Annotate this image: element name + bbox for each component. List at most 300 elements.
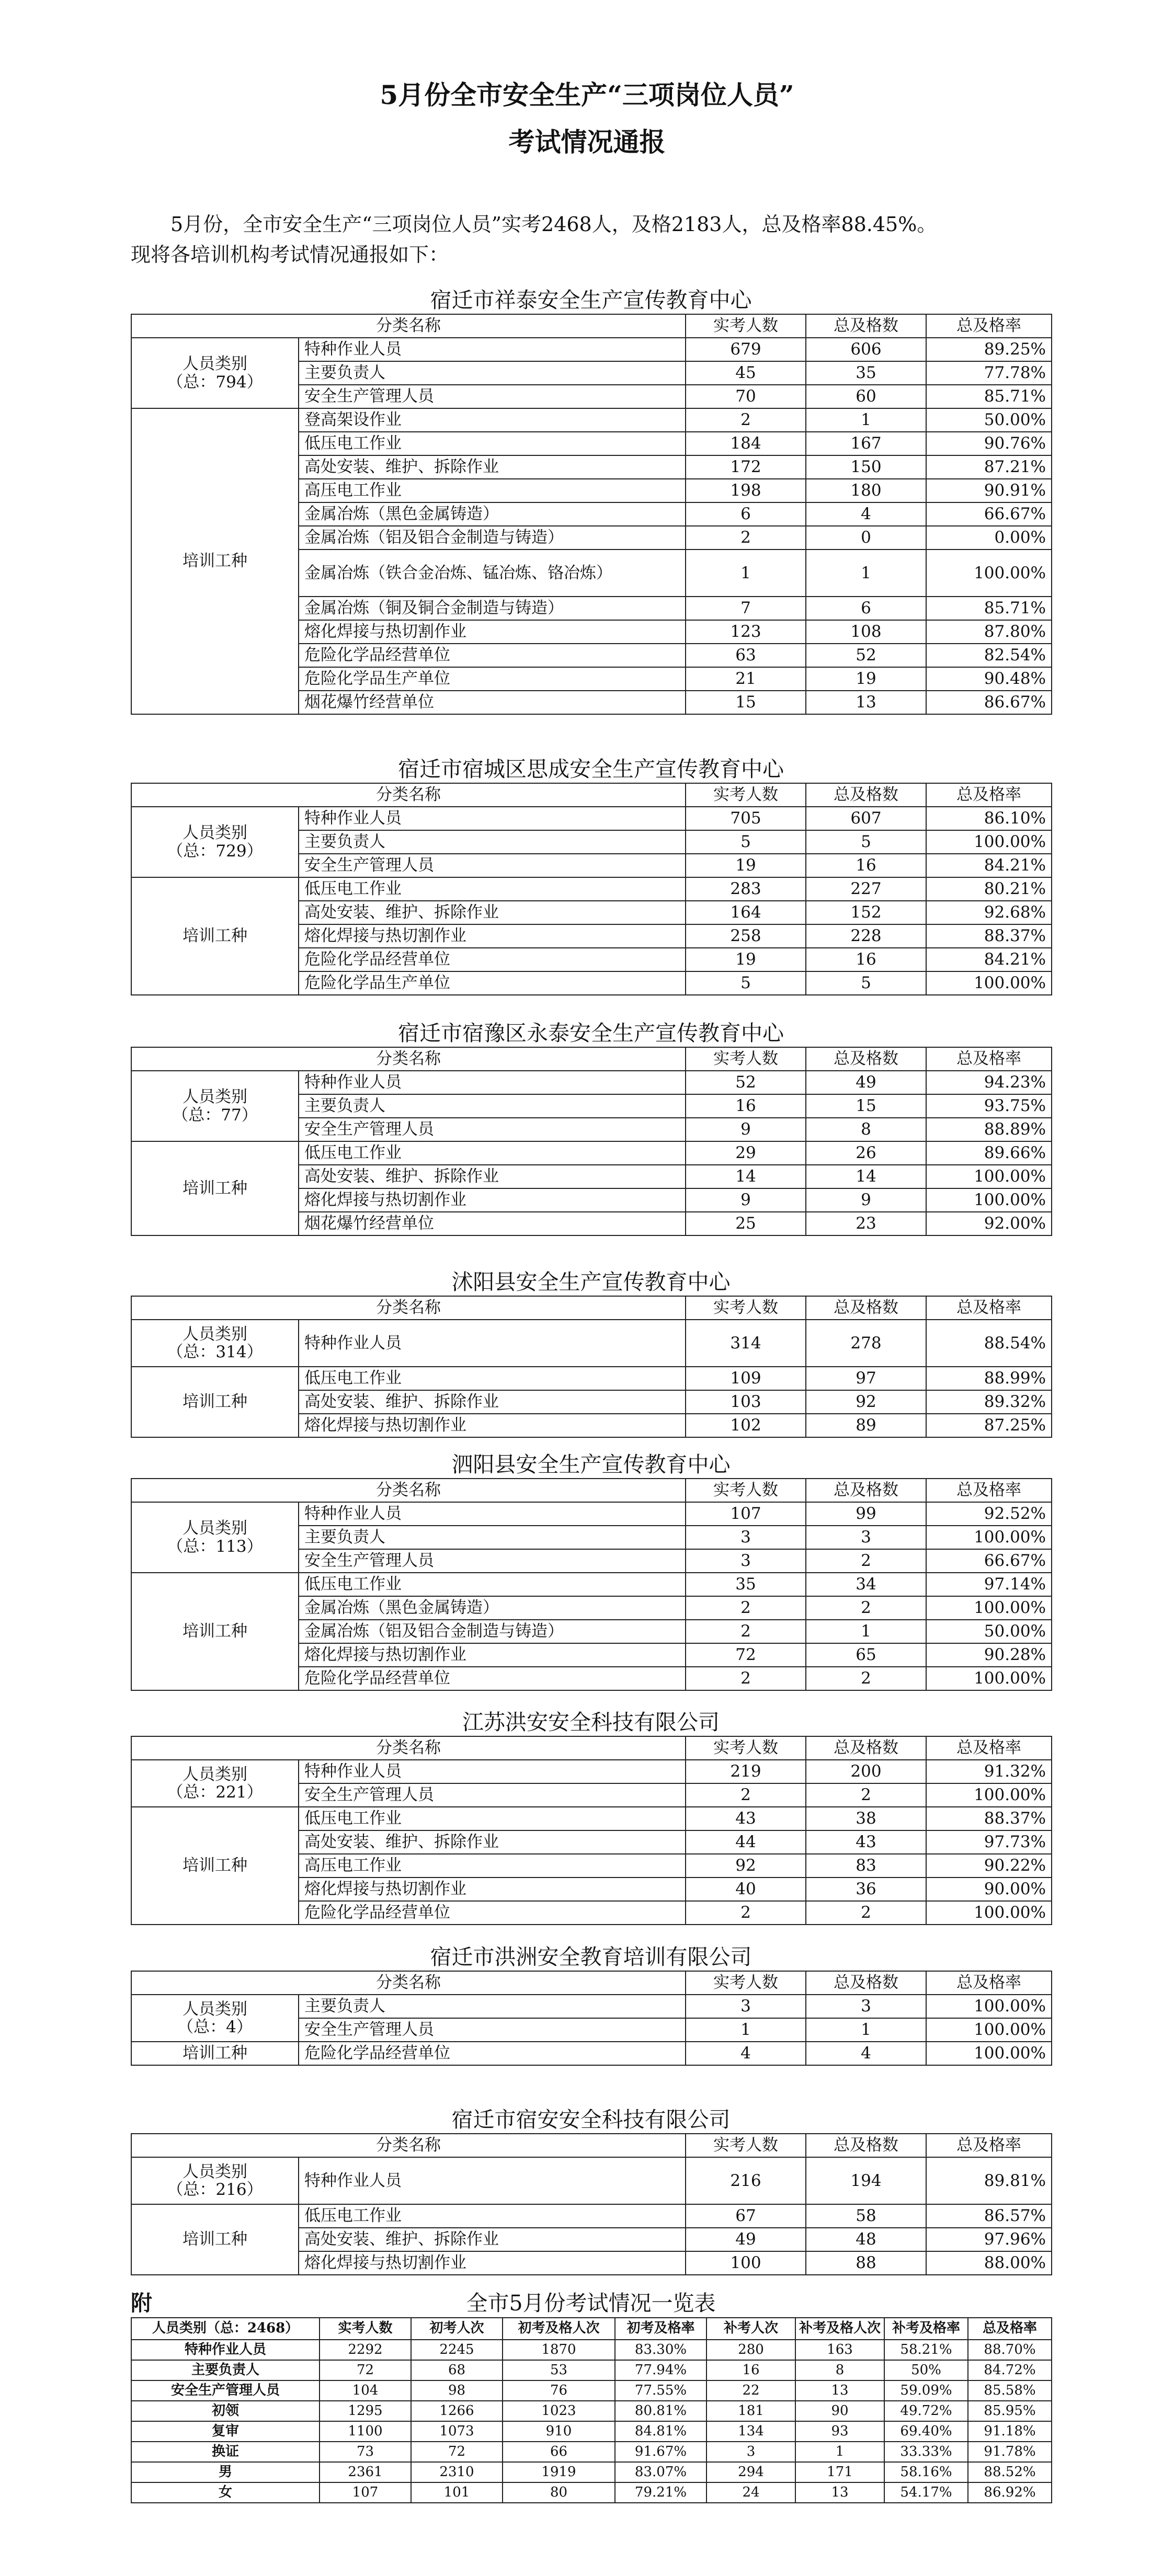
passed-count: 4 xyxy=(806,502,926,526)
item-name: 熔化焊接与热切割作业 xyxy=(299,924,686,948)
pass-rate: 84.21% xyxy=(926,854,1052,877)
header-passed: 总及格数 xyxy=(806,1736,926,1760)
item-name: 高压电工作业 xyxy=(299,1854,686,1877)
taken-count: 2 xyxy=(686,1901,806,1925)
summary-cell: 91.78% xyxy=(968,2442,1052,2462)
item-name: 安全生产管理人员 xyxy=(299,1118,686,1141)
passed-count: 1 xyxy=(806,1620,926,1643)
pass-rate: 90.28% xyxy=(926,1643,1052,1667)
item-name: 安全生产管理人员 xyxy=(299,1783,686,1807)
passed-count: 88 xyxy=(806,2251,926,2275)
item-name: 高处安装、维护、拆除作业 xyxy=(299,455,686,479)
summary-header xyxy=(131,2290,1051,2316)
group-label xyxy=(131,1071,299,1141)
group-label xyxy=(131,877,299,995)
summary-cell: 80.81% xyxy=(615,2401,706,2421)
summary-cell: 33.33% xyxy=(884,2442,968,2462)
taken-count: 7 xyxy=(686,597,806,620)
taken-count: 6 xyxy=(686,502,806,526)
passed-count: 0 xyxy=(806,526,926,549)
header-taken: 实考人数 xyxy=(686,783,806,807)
passed-count: 26 xyxy=(806,1141,926,1165)
header-passed: 总及格数 xyxy=(806,1479,926,1502)
pass-rate: 89.32% xyxy=(926,1390,1052,1414)
group-label xyxy=(131,2204,299,2275)
item-name: 低压电工作业 xyxy=(299,1573,686,1596)
summary-cell: 90 xyxy=(795,2401,884,2421)
passed-count: 3 xyxy=(806,1995,926,2018)
item-name: 烟花爆竹经营单位 xyxy=(299,1212,686,1235)
summary-row-label: 男 xyxy=(131,2462,320,2482)
item-name: 特种作业人员 xyxy=(299,338,686,361)
summary-cell: 13 xyxy=(795,2482,884,2503)
taken-count: 72 xyxy=(686,1643,806,1667)
passed-count: 13 xyxy=(806,691,926,714)
pass-rate: 77.78% xyxy=(926,361,1052,385)
pass-rate: 87.25% xyxy=(926,1414,1052,1437)
taken-count: 16 xyxy=(686,1094,806,1118)
taken-count: 67 xyxy=(686,2204,806,2228)
pass-rate: 100.00% xyxy=(926,1165,1052,1188)
item-name: 熔化焊接与热切割作业 xyxy=(299,1414,686,1437)
section-title: 沭阳县安全生产宣传教育中心 xyxy=(451,1269,731,1295)
taken-count: 184 xyxy=(686,432,806,455)
group-label-line2: （总：113） xyxy=(167,1537,263,1556)
institution-table xyxy=(131,1971,1052,2066)
pass-rate: 0.00% xyxy=(926,526,1052,549)
summary-header-cell: 补考人次 xyxy=(706,2318,795,2340)
header-category: 分类名称 xyxy=(131,1971,686,1995)
header-taken: 实考人数 xyxy=(686,1971,806,1995)
attachment-label: 附 xyxy=(131,2291,152,2316)
summary-row xyxy=(131,2482,1052,2503)
summary-header-cell: 初考人次 xyxy=(411,2318,503,2340)
summary-cell: 1266 xyxy=(411,2401,503,2421)
summary-cell: 84.72% xyxy=(968,2360,1052,2380)
item-name: 高压电工作业 xyxy=(299,479,686,502)
summary-row xyxy=(131,2442,1052,2462)
taken-count: 5 xyxy=(686,971,806,995)
summary-header-row xyxy=(131,2318,1052,2340)
taken-count: 102 xyxy=(686,1414,806,1437)
institution-table xyxy=(131,783,1052,995)
item-name: 高处安装、维护、拆除作业 xyxy=(299,1830,686,1854)
passed-count: 16 xyxy=(806,948,926,971)
summary-cell: 91.18% xyxy=(968,2421,1052,2442)
institution-table xyxy=(131,314,1052,715)
pass-rate: 87.21% xyxy=(926,455,1052,479)
passed-count: 1 xyxy=(806,549,926,597)
group-label-line1: 人员类别 xyxy=(183,354,247,374)
pass-rate: 94.23% xyxy=(926,1071,1052,1094)
taken-count: 29 xyxy=(686,1141,806,1165)
section-title: 宿迁市祥泰安全生产宣传教育中心 xyxy=(430,288,752,313)
group-label-line2: （总：221） xyxy=(167,1783,263,1802)
passed-count: 99 xyxy=(806,1502,926,1526)
group-label xyxy=(131,1573,299,1690)
taken-count: 1 xyxy=(686,2018,806,2042)
header-rate: 总及格率 xyxy=(926,1479,1052,1502)
passed-count: 228 xyxy=(806,924,926,948)
header-category: 分类名称 xyxy=(131,1296,686,1320)
passed-count: 167 xyxy=(806,432,926,455)
group-label xyxy=(131,1807,299,1925)
institution-table xyxy=(131,1296,1052,1438)
taken-count: 679 xyxy=(686,338,806,361)
summary-cell: 13 xyxy=(795,2380,884,2401)
taken-count: 19 xyxy=(686,854,806,877)
section-title: 宿迁市宿豫区永泰安全生产宣传教育中心 xyxy=(398,1021,784,1046)
item-name: 金属冶炼（黑色金属铸造） xyxy=(299,502,686,526)
summary-cell: 76 xyxy=(503,2380,615,2401)
summary-cell: 1295 xyxy=(320,2401,411,2421)
item-name: 特种作业人员 xyxy=(299,2157,686,2204)
summary-cell: 3 xyxy=(706,2442,795,2462)
passed-count: 34 xyxy=(806,1573,926,1596)
passed-count: 607 xyxy=(806,807,926,830)
header-taken: 实考人数 xyxy=(686,1479,806,1502)
taken-count: 100 xyxy=(686,2251,806,2275)
pass-rate: 86.67% xyxy=(926,691,1052,714)
group-label-line1: 人员类别 xyxy=(183,823,247,843)
institution-table xyxy=(131,1478,1052,1691)
table-row xyxy=(131,1320,1052,1367)
table-header-row xyxy=(131,314,1052,338)
pass-rate: 100.00% xyxy=(926,1667,1052,1690)
taken-count: 14 xyxy=(686,1165,806,1188)
pass-rate: 100.00% xyxy=(926,971,1052,995)
summary-cell: 24 xyxy=(706,2482,795,2503)
table-header-row xyxy=(131,2134,1052,2157)
table-row xyxy=(131,408,1052,432)
passed-count: 108 xyxy=(806,620,926,644)
summary-cell: 163 xyxy=(795,2340,884,2360)
table-row xyxy=(131,338,1052,361)
taken-count: 40 xyxy=(686,1877,806,1901)
table-header-row xyxy=(131,1479,1052,1502)
item-name: 危险化学品经营单位 xyxy=(299,2042,686,2065)
summary-cell: 91.67% xyxy=(615,2442,706,2462)
summary-row-label: 特种作业人员 xyxy=(131,2340,320,2360)
header-category: 分类名称 xyxy=(131,314,686,338)
pass-rate: 90.22% xyxy=(926,1854,1052,1877)
item-name: 危险化学品生产单位 xyxy=(299,971,686,995)
taken-count: 2 xyxy=(686,1620,806,1643)
item-name: 危险化学品经营单位 xyxy=(299,948,686,971)
taken-count: 43 xyxy=(686,1807,806,1830)
taken-count: 198 xyxy=(686,479,806,502)
passed-count: 1 xyxy=(806,2018,926,2042)
taken-count: 172 xyxy=(686,455,806,479)
table-row xyxy=(131,1760,1052,1783)
pass-rate: 88.99% xyxy=(926,1367,1052,1390)
passed-count: 278 xyxy=(806,1320,926,1367)
taken-count: 21 xyxy=(686,667,806,691)
pass-rate: 97.73% xyxy=(926,1830,1052,1854)
summary-cell: 910 xyxy=(503,2421,615,2442)
summary-row-label: 主要负责人 xyxy=(131,2360,320,2380)
passed-count: 3 xyxy=(806,1526,926,1549)
group-label-line1: 人员类别 xyxy=(183,2162,247,2181)
summary-cell: 22 xyxy=(706,2380,795,2401)
summary-cell: 2292 xyxy=(320,2340,411,2360)
summary-cell: 85.95% xyxy=(968,2401,1052,2421)
group-label xyxy=(131,2042,299,2065)
passed-count: 2 xyxy=(806,1783,926,1807)
summary-row-label: 换证 xyxy=(131,2442,320,2462)
group-label-line2: （总：77） xyxy=(172,1105,258,1125)
passed-count: 5 xyxy=(806,830,926,854)
pass-rate: 97.14% xyxy=(926,1573,1052,1596)
summary-cell: 58.21% xyxy=(884,2340,968,2360)
taken-count: 35 xyxy=(686,1573,806,1596)
passed-count: 606 xyxy=(806,338,926,361)
group-label xyxy=(131,1320,299,1367)
taken-count: 123 xyxy=(686,620,806,644)
summary-row xyxy=(131,2340,1052,2360)
section-title: 宿迁市洪洲安全教育培训有限公司 xyxy=(430,1944,752,1970)
item-name: 熔化焊接与热切割作业 xyxy=(299,1877,686,1901)
item-name: 危险化学品经营单位 xyxy=(299,1901,686,1925)
passed-count: 2 xyxy=(806,1549,926,1573)
group-label-line2: （总：729） xyxy=(167,841,263,861)
taken-count: 2 xyxy=(686,408,806,432)
summary-row-label: 初领 xyxy=(131,2401,320,2421)
pass-rate: 88.89% xyxy=(926,1118,1052,1141)
taken-count: 2 xyxy=(686,1783,806,1807)
passed-count: 200 xyxy=(806,1760,926,1783)
summary-cell: 85.58% xyxy=(968,2380,1052,2401)
summary-row xyxy=(131,2462,1052,2482)
group-label xyxy=(131,1141,299,1235)
passed-count: 8 xyxy=(806,1118,926,1141)
taken-count: 2 xyxy=(686,1667,806,1690)
group-label-line1: 人员类别 xyxy=(183,1519,247,1538)
summary-cell: 1919 xyxy=(503,2462,615,2482)
summary-header-cell: 总及格率 xyxy=(968,2318,1052,2340)
group-label-line1: 人员类别 xyxy=(183,1087,247,1107)
taken-count: 63 xyxy=(686,644,806,667)
passed-count: 58 xyxy=(806,2204,926,2228)
pass-rate: 50.00% xyxy=(926,408,1052,432)
header-rate: 总及格率 xyxy=(926,2134,1052,2157)
header-taken: 实考人数 xyxy=(686,1296,806,1320)
pass-rate: 89.25% xyxy=(926,338,1052,361)
taken-count: 9 xyxy=(686,1118,806,1141)
summary-row xyxy=(131,2401,1052,2421)
summary-row-label: 安全生产管理人员 xyxy=(131,2380,320,2401)
summary-header-cell: 初考及格率 xyxy=(615,2318,706,2340)
item-name: 安全生产管理人员 xyxy=(299,854,686,877)
item-name: 特种作业人员 xyxy=(299,1071,686,1094)
group-label xyxy=(131,338,299,408)
taken-count: 19 xyxy=(686,948,806,971)
summary-cell: 53 xyxy=(503,2360,615,2380)
item-name: 低压电工作业 xyxy=(299,1367,686,1390)
section-title: 江苏洪安安全科技有限公司 xyxy=(462,1710,720,1735)
passed-count: 4 xyxy=(806,2042,926,2065)
header-taken: 实考人数 xyxy=(686,1047,806,1071)
pass-rate: 100.00% xyxy=(926,1596,1052,1620)
summary-cell: 83.07% xyxy=(615,2462,706,2482)
summary-cell: 73 xyxy=(320,2442,411,2462)
item-name: 特种作业人员 xyxy=(299,1320,686,1367)
summary-cell: 280 xyxy=(706,2340,795,2360)
item-name: 主要负责人 xyxy=(299,1526,686,1549)
passed-count: 49 xyxy=(806,1071,926,1094)
summary-header-cell: 初考及格人次 xyxy=(503,2318,615,2340)
table-row xyxy=(131,2157,1052,2204)
pass-rate: 100.00% xyxy=(926,2042,1052,2065)
group-label-line1: 人员类别 xyxy=(183,1999,247,2019)
passed-count: 227 xyxy=(806,877,926,901)
item-name: 熔化焊接与热切割作业 xyxy=(299,1188,686,1212)
institution-table xyxy=(131,2133,1052,2275)
summary-cell: 134 xyxy=(706,2421,795,2442)
item-name: 低压电工作业 xyxy=(299,1807,686,1830)
summary-cell: 181 xyxy=(706,2401,795,2421)
pass-rate: 100.00% xyxy=(926,2018,1052,2042)
item-name: 熔化焊接与热切割作业 xyxy=(299,620,686,644)
passed-count: 9 xyxy=(806,1188,926,1212)
summary-cell: 2361 xyxy=(320,2462,411,2482)
group-label-line1: 培训工种 xyxy=(183,2230,247,2249)
item-name: 低压电工作业 xyxy=(299,1141,686,1165)
item-name: 金属冶炼（铝及铝合金制造与铸造） xyxy=(299,1620,686,1643)
summary-cell: 49.72% xyxy=(884,2401,968,2421)
taken-count: 258 xyxy=(686,924,806,948)
taken-count: 3 xyxy=(686,1995,806,2018)
passed-count: 2 xyxy=(806,1667,926,1690)
pass-rate: 86.10% xyxy=(926,807,1052,830)
table-row xyxy=(131,1995,1052,2018)
pass-rate: 88.37% xyxy=(926,1807,1052,1830)
pass-rate: 88.54% xyxy=(926,1320,1052,1367)
pass-rate: 50.00% xyxy=(926,1620,1052,1643)
header-passed: 总及格数 xyxy=(806,1047,926,1071)
pass-rate: 88.37% xyxy=(926,924,1052,948)
taken-count: 1 xyxy=(686,549,806,597)
passed-count: 19 xyxy=(806,667,926,691)
group-label xyxy=(131,1995,299,2042)
pass-rate: 86.57% xyxy=(926,2204,1052,2228)
passed-count: 65 xyxy=(806,1643,926,1667)
taken-count: 109 xyxy=(686,1367,806,1390)
taken-count: 2 xyxy=(686,526,806,549)
pass-rate: 92.00% xyxy=(926,1212,1052,1235)
passed-count: 15 xyxy=(806,1094,926,1118)
summary-cell: 101 xyxy=(411,2482,503,2503)
group-label-line2: （总：794） xyxy=(167,372,263,392)
summary-header-cell: 实考人数 xyxy=(320,2318,411,2340)
pass-rate: 100.00% xyxy=(926,1901,1052,1925)
summary-cell: 107 xyxy=(320,2482,411,2503)
pass-rate: 85.71% xyxy=(926,597,1052,620)
pass-rate: 87.80% xyxy=(926,620,1052,644)
header-passed: 总及格数 xyxy=(806,1971,926,1995)
group-label-line1: 培训工种 xyxy=(183,552,247,571)
taken-count: 15 xyxy=(686,691,806,714)
item-name: 低压电工作业 xyxy=(299,2204,686,2228)
summary-cell: 77.94% xyxy=(615,2360,706,2380)
passed-count: 60 xyxy=(806,385,926,408)
summary-row xyxy=(131,2421,1052,2442)
header-rate: 总及格率 xyxy=(926,1971,1052,1995)
summary-header-cell: 补考及格率 xyxy=(884,2318,968,2340)
taken-count: 705 xyxy=(686,807,806,830)
passed-count: 35 xyxy=(806,361,926,385)
item-name: 特种作业人员 xyxy=(299,1502,686,1526)
header-category: 分类名称 xyxy=(131,1736,686,1760)
pass-rate: 92.68% xyxy=(926,901,1052,924)
group-label xyxy=(131,2157,299,2204)
taken-count: 103 xyxy=(686,1390,806,1414)
summary-header-cell: 补考及格人次 xyxy=(795,2318,884,2340)
item-name: 主要负责人 xyxy=(299,1094,686,1118)
summary-section xyxy=(131,2290,1051,2551)
taken-count: 44 xyxy=(686,1830,806,1854)
item-name: 低压电工作业 xyxy=(299,432,686,455)
pass-rate: 90.91% xyxy=(926,479,1052,502)
intro-line2: 现将各培训机构考试情况通报如下： xyxy=(131,243,449,266)
summary-cell: 1100 xyxy=(320,2421,411,2442)
summary-cell: 72 xyxy=(411,2442,503,2462)
passed-count: 43 xyxy=(806,1830,926,1854)
header-taken: 实考人数 xyxy=(686,1736,806,1760)
item-name: 烟花爆竹经营单位 xyxy=(299,691,686,714)
summary-cell: 2310 xyxy=(411,2462,503,2482)
item-name: 高处安装、维护、拆除作业 xyxy=(299,1390,686,1414)
institution-table xyxy=(131,1736,1052,1925)
taken-count: 164 xyxy=(686,901,806,924)
header-rate: 总及格率 xyxy=(926,1296,1052,1320)
summary-cell: 84.81% xyxy=(615,2421,706,2442)
taken-count: 3 xyxy=(686,1549,806,1573)
summary-cell: 88.70% xyxy=(968,2340,1052,2360)
group-label xyxy=(131,807,299,877)
group-label-line2: （总：216） xyxy=(167,2180,263,2199)
summary-cell: 50% xyxy=(884,2360,968,2380)
table-header-row xyxy=(131,1296,1052,1320)
summary-cell: 66 xyxy=(503,2442,615,2462)
taken-count: 107 xyxy=(686,1502,806,1526)
pass-rate: 92.52% xyxy=(926,1502,1052,1526)
pass-rate: 100.00% xyxy=(926,1995,1052,2018)
taken-count: 52 xyxy=(686,1071,806,1094)
header-taken: 实考人数 xyxy=(686,2134,806,2157)
item-name: 特种作业人员 xyxy=(299,807,686,830)
report-title-line2: 考试情况通报 xyxy=(508,127,666,157)
table-row xyxy=(131,2204,1052,2228)
summary-cell: 98 xyxy=(411,2380,503,2401)
item-name: 熔化焊接与热切割作业 xyxy=(299,2251,686,2275)
item-name: 危险化学品经营单位 xyxy=(299,644,686,667)
passed-count: 97 xyxy=(806,1367,926,1390)
section-title: 宿迁市宿安安全科技有限公司 xyxy=(451,2107,731,2132)
summary-cell: 16 xyxy=(706,2360,795,2380)
taken-count: 3 xyxy=(686,1526,806,1549)
passed-count: 92 xyxy=(806,1390,926,1414)
pass-rate: 85.71% xyxy=(926,385,1052,408)
summary-row-label: 女 xyxy=(131,2482,320,2503)
item-name: 安全生产管理人员 xyxy=(299,2018,686,2042)
item-name: 安全生产管理人员 xyxy=(299,385,686,408)
header-passed: 总及格数 xyxy=(806,2134,926,2157)
table-row xyxy=(131,1573,1052,1596)
summary-cell: 86.92% xyxy=(968,2482,1052,2503)
taken-count: 4 xyxy=(686,2042,806,2065)
group-label-line1: 培训工种 xyxy=(183,1856,247,1875)
